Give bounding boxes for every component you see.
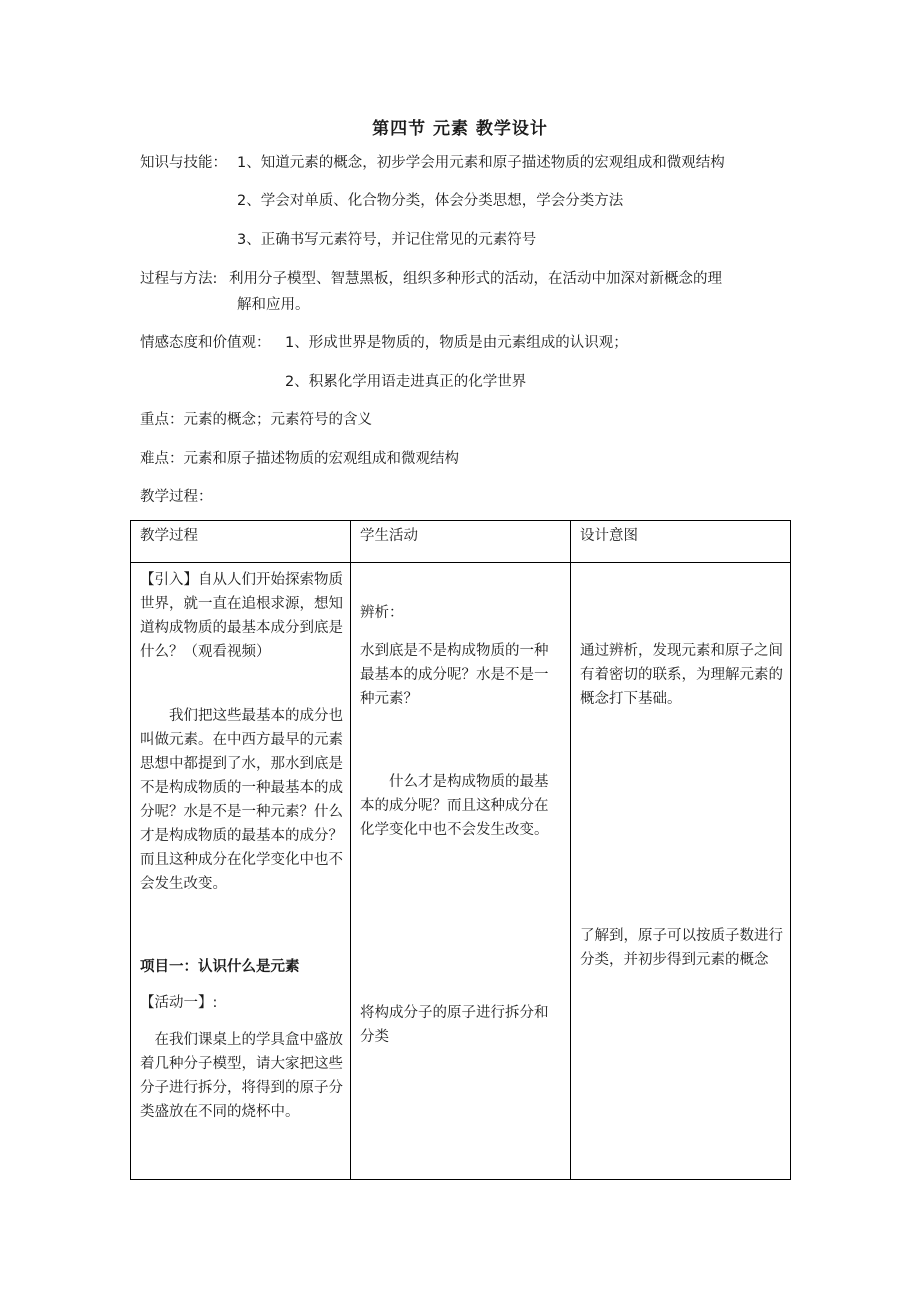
activity-one-paragraph: 在我们课桌上的学具盒中盛放着几种分子模型，请大家把这些分子进行拆分，将得到的原子分类盛放在不同的烧杯中。: [140, 1032, 343, 1120]
atom-split-activity: 将构成分子的原子进行拆分和分类: [360, 1005, 549, 1045]
key-point: 重点：元素的概念；元素符号的含义: [140, 412, 372, 428]
design-intent-cell: [571, 563, 791, 1180]
knowledge-item-2: 2、学会对单质、化合物分类，体会分类思想，学会分类方法: [237, 193, 624, 209]
knowledge-item-3: 3、正确书写元素符号，并记住常见的元素符号: [237, 232, 537, 248]
activity-one-label: 【活动一】:: [140, 995, 218, 1011]
project-one-heading: 项目一：认识什么是元素: [140, 959, 300, 975]
process-method-line-2: 解和应用。: [237, 297, 310, 313]
element-explanation-paragraph: 我们把这些最基本的成分也叫做元素。在中西方最早的元素思想中都提到了水，那水到底是不是构成物质的一种最基本的成分呢？水是不是一种元素？什么才是构成物质的最基本的成分？而且这种成分在化学变化中也不会发生改变。: [140, 708, 343, 892]
process-method-line-1: 利用分子模型、智慧黑板，组织多种形式的活动，在活动中加深对新概念的理: [229, 271, 722, 287]
header-student-activity: 学生活动: [351, 521, 571, 563]
knowledge-label: 知识与技能：: [140, 155, 227, 171]
basic-component-question: 什么才是构成物质的最基本的成分呢？而且这种成分在化学变化中也不会发生改变。: [360, 774, 549, 838]
emotion-item-1: 1、形成世界是物质的，物质是由元素组成的认识观；: [285, 335, 628, 351]
emotion-label: 情感态度和价值观：: [140, 335, 271, 351]
design-intent-2: 了解到，原子可以按质子数进行分类，并初步得到元素的概念: [580, 928, 783, 968]
teaching-process-label: 教学过程：: [140, 489, 213, 505]
header-teaching-process: 教学过程: [131, 521, 351, 563]
discern-label: 辨析：: [360, 605, 404, 621]
student-activity-cell: [351, 563, 571, 1180]
document-title: 第四节 元素 教学设计: [372, 119, 548, 139]
design-intent-1: 通过辨析，发现元素和原子之间有着密切的联系，为理解元素的概念打下基础。: [580, 643, 783, 707]
table-header-row: [131, 521, 791, 563]
knowledge-item-1: 1、知道元素的概念，初步学会用元素和原子描述物质的宏观组成和微观结构: [237, 155, 725, 171]
teaching-process-cell: [131, 563, 351, 1180]
intro-paragraph: 【引入】自从人们开始探索物质世界，就一直在追根求源，想知道构成物质的最基本成分到底是什么？（观看视频）: [140, 572, 343, 660]
table-row: [131, 563, 791, 1180]
water-question: 水到底是不是构成物质的一种最基本的成分呢？水是不是一种元素？: [360, 643, 549, 707]
difficult-point: 难点：元素和原子描述物质的宏观组成和微观结构: [140, 451, 459, 467]
emotion-item-2: 2、积累化学用语走进真正的化学世界: [285, 374, 527, 390]
process-method-label: 过程与方法:: [140, 271, 218, 287]
lesson-table: [130, 520, 791, 1180]
header-design-intent: 设计意图: [571, 521, 791, 563]
